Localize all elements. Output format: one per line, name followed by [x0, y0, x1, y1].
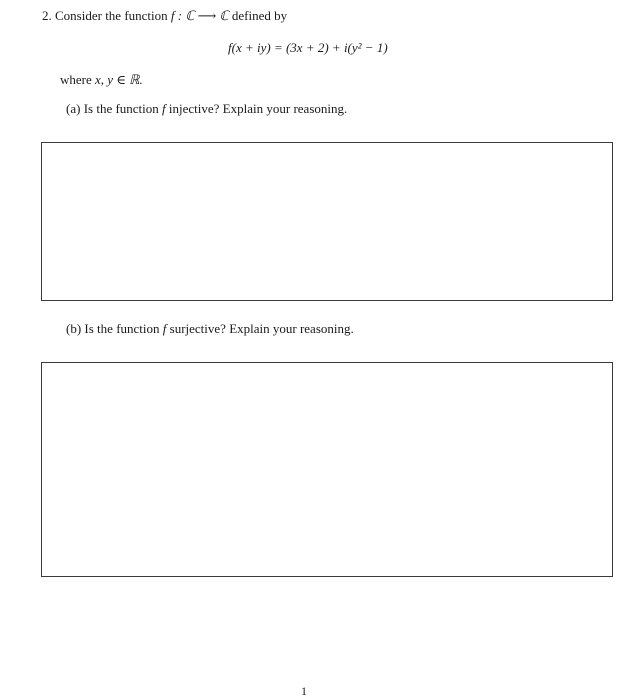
part-a-func: f: [162, 101, 166, 116]
page-number: 1: [301, 684, 307, 698]
part-b-answer-box[interactable]: [41, 362, 613, 577]
part-b-text-after: surjective? Explain your reasoning.: [169, 321, 354, 336]
condition-prefix: where: [60, 72, 92, 87]
part-a-prompt: [66, 101, 347, 117]
function-equation: f(x + iy) = (3x + 2) + i(y² − 1): [228, 40, 388, 55]
question-number: 2.: [42, 8, 52, 23]
part-a-answer-box[interactable]: [41, 142, 613, 301]
question-intro: Consider the function: [55, 8, 168, 23]
part-a-text-after: injective? Explain your reasoning.: [168, 101, 348, 116]
part-a-label: (a): [66, 101, 81, 116]
part-a-text-before: Is the function: [83, 101, 159, 116]
question-header: [42, 8, 287, 24]
function-signature: f : ℂ ⟶ ℂ: [170, 8, 229, 23]
question-intro-tail: defined by: [231, 8, 288, 23]
part-b-prompt: [66, 321, 354, 337]
part-b-label: (b): [66, 321, 82, 336]
condition-math: x, y ∈ ℝ.: [95, 72, 143, 87]
part-b-func: f: [162, 321, 167, 336]
part-b-text-before: Is the function: [84, 321, 160, 336]
domain-condition: [60, 72, 143, 88]
